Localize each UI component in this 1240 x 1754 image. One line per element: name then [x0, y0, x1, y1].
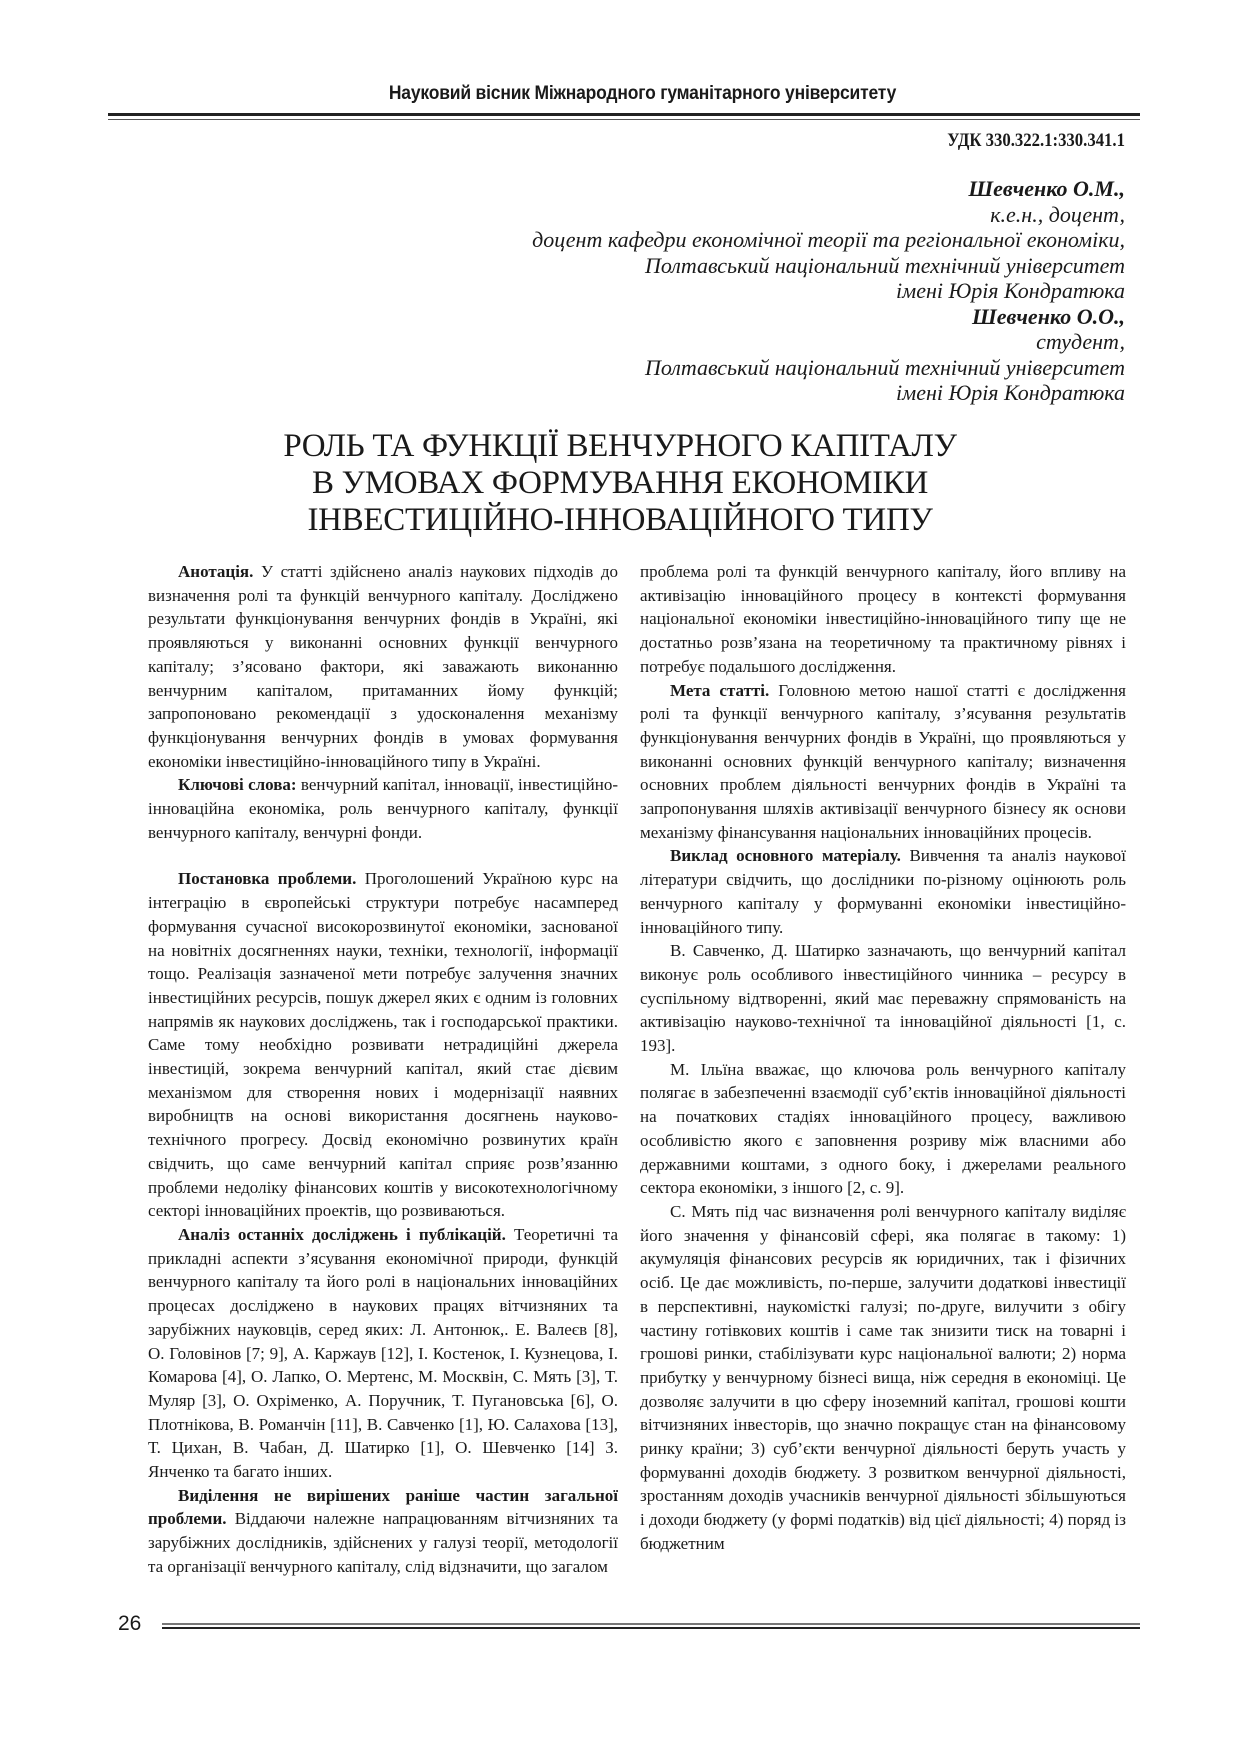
problem-statement-label: Постановка проблеми.: [178, 869, 357, 889]
savchenko-paragraph: В. Савченко, Д. Шатирко зазначають, що венчурний капітал виконує роль особливого інвестиційного чинника – ресурсу в суспільному відтворенні, який має переважну спрямованість на активізацію науково-технічної та інноваційної діяльності [1, с. 193].: [640, 941, 1126, 1056]
unresolved-label: Виділення не вирішених раніше частин загальної проблеми.: [148, 1485, 618, 1529]
title-line: РОЛЬ ТА ФУНКЦІЇ ВЕНЧУРНОГО КАПІТАЛУ: [283, 428, 957, 464]
keywords-text: венчурний капітал, інновації, інвестиційно-інноваційна економіка, роль венчурного капіталу, функції венчурного капіталу, венчурні фонди.: [148, 775, 618, 842]
unresolved-paragraph: [148, 1484, 618, 1579]
main-material-label: Виклад основного матеріалу.: [670, 846, 901, 866]
author-affiliation: імені Юрія Кондратюка: [896, 278, 1125, 303]
author-degree: студент,: [1036, 329, 1125, 354]
author-affiliation: Полтавський національний технічний університет: [644, 252, 1125, 278]
keywords-label: Ключові слова:: [178, 775, 297, 795]
continuation-paragraph: проблема ролі та функцій венчурного капіталу, його впливу на активізацію інноваційного процесу в контексті формування національної економіки інвестиційно-інноваційного типу ще не достатньо розв’язана на теоретичному та практичному рівнях і потребує подальшого дослідження.: [640, 562, 1126, 676]
literature-review-text: Теоретичні та прикладні аспекти з’ясування економічної природи, функцій венчурного капіталу та його ролі в національних інноваційних процесах досліджено в наукових працях вітчизняних та зарубіжних науковців, серед яких: Л. Антонюк,. Е. Валеєв [8], О. Головінов [7; 9], А. Каржаув [12], І. Костенок, І. Кузнецова, І. Комарова [4], О. Лапко, О. Мертенс, М. Москвін, С. Мять [3], Т. Муляр [3], О. Охріменко, А. Поручник, Т. Пугановська [6], О. Плотнікова, В. Романчін [11], В. Савченко [1], Ю. Салахова [13], Т. Цихан, В. Чабан, Д. Шатирко [1], О. Шевченко [14] З. Янченко та багато інших.: [148, 1224, 618, 1482]
literature-review-label: Аналіз останніх досліджень і публікацій.: [178, 1224, 506, 1244]
unresolved-text: Віддаючи належне напрацюванням вітчизняних та зарубіжних дослідників, здійснених у галузі теорії, методології та організації венчурного капіталу, слід відзначити, що загалом: [148, 1509, 618, 1576]
header-rule: [108, 113, 1140, 120]
aim-paragraph: [640, 679, 1126, 845]
article-title: [140, 428, 1100, 539]
author-affiliation: імені Юрія Кондратюка: [896, 380, 1125, 405]
abstract-label: Анотація.: [178, 562, 254, 581]
main-material-text: Вивчення та аналіз наукової літератури свідчить, що дослідники по-різному оцінюють роль венчурного капіталу у формуванні економіки інвестиційно-інноваційного типу.: [640, 846, 1126, 937]
author-affiliation: Полтавський національний технічний університет: [644, 354, 1125, 380]
left-column: [148, 560, 618, 1579]
author-degree: к.е.н., доцент,: [990, 201, 1125, 227]
myat-paragraph: С. Мять під час визначення ролі венчурного капіталу виділяє його значення у фінансовій сфері, яка полягає в такому: 1) акумуляція фінансових ресурсів як юридичних, так і фізичних осіб. Це дає можливість, по-перше, залучити додаткові інвестиції в перспективні, наукомісткі галузі; по-друге, вилучити з обігу частину готівкових коштів і саме так знизити тиск на товарні і грошові ринки, стабілізувати курс національної валюти; 2) норма прибутку у венчурному бізнесі вища, ніж середня в економіці. Це дозволяє залучити в цю сферу іноземний капітал, грошові кошти вітчизняних інвесторів, що значно покращує стан на фінансовому ринку країни; 3) суб’єкти венчурної діяльності беруть участь у формуванні доходів бюджету. З розвитком венчурної діяльності, зростанням доходів учасників венчурної діяльності збільшуються і доходи бюджету (у формі податків) від цієї діяльності; 4) поряд із бюджетним: [640, 1201, 1126, 1553]
udk-code: УДК 330.322.1:330.341.1: [947, 130, 1125, 151]
author-name: Шевченко О.М.,: [968, 176, 1125, 201]
aim-text: Головною метою нашої статті є дослідження ролі та функції венчурного капіталу, з’ясування результатів функціонування венчурних фондів в Україні, що проявляються у виконанні основних функцій венчурного капіталу; визначення основних проблем діяльності венчурних фондів в Україні та запропонування шляхів активізації венчурного бізнесу як основи механізму фінансування національних інноваційних процесів.: [640, 680, 1127, 842]
authors-block: [425, 176, 1125, 406]
ilyina-paragraph: М. Ільїна вважає, що ключова роль венчурного капіталу полягає в забезпеченні взаємодії суб’єктів інноваційної діяльності на початкових стадіях інноваційного процесу, важливою особливістю якого є заповнення розриву між власними або державними коштами, з одного боку, і джерелами реального сектора економіки, з іншого [2, с. 9].: [640, 1059, 1126, 1198]
footer-rule: [162, 1623, 1140, 1629]
abstract-text: У статті здійснено аналіз наукових підходів до визначення ролі та функцій венчурного капіталу. Досліджено результати функціонування венчурних фондів в Україні, які проявляються у виконанні основних функції венчурного капіталу; з’ясовано фактори, які заважають виконанню венчурним капіталом, притаманних йому функцій; запропоновано рекомендації з удосконалення механізму функціонування венчурних фондів в умовах формування економіки інвестиційно-інноваційного типу в Україні.: [148, 562, 618, 771]
journal-header: Науковий вісник Міжнародного гуманітарного університету: [388, 83, 897, 104]
right-column: [640, 560, 1126, 1556]
problem-statement-paragraph: [148, 867, 618, 1223]
keywords-paragraph: [148, 773, 618, 844]
aim-label: Мета статті.: [670, 680, 770, 700]
title-line: В УМОВАХ ФОРМУВАННЯ ЕКОНОМІКИ: [311, 465, 928, 501]
page-number: 26: [118, 1612, 142, 1635]
author-name: Шевченко О.О.,: [972, 303, 1125, 329]
title-line: ІНВЕСТИЦІЙНО-ІННОВАЦІЙНОГО ТИПУ: [307, 502, 933, 538]
abstract-paragraph: [148, 560, 618, 773]
author-position: доцент кафедри економічної теорії та регіональної економіки,: [532, 227, 1125, 252]
problem-statement-text: Проголошений Україною курс на інтеграцію в європейські структури потребує насамперед формування сучасної високорозвинутої економіки, заснованої на новітніх досягненнях науки, техніки, технології, інформації тощо. Реалізація зазначеної мети потребує залучення значних інвестиційних ресурсів, пошук джерел яких є одним із головних напрямів як наукових досліджень, так і господарської практики. Саме тому необхідно розвивати нетрадиційні джерела інвестицій, зокрема венчурний капітал, який стає дієвим механізмом для створення нових і модернізації наявних виробництв на основі використання досягнень науково-технічного прогресу. Досвід економічно розвинутих країн свідчить, що саме венчурний капітал сприяє розв’язанню проблеми недоліку фінансових коштів у високотехнологічному секторі інноваційних проектів, що розвиваються.: [148, 869, 618, 1221]
main-material-paragraph: [640, 844, 1126, 939]
literature-review-paragraph: [148, 1223, 618, 1484]
